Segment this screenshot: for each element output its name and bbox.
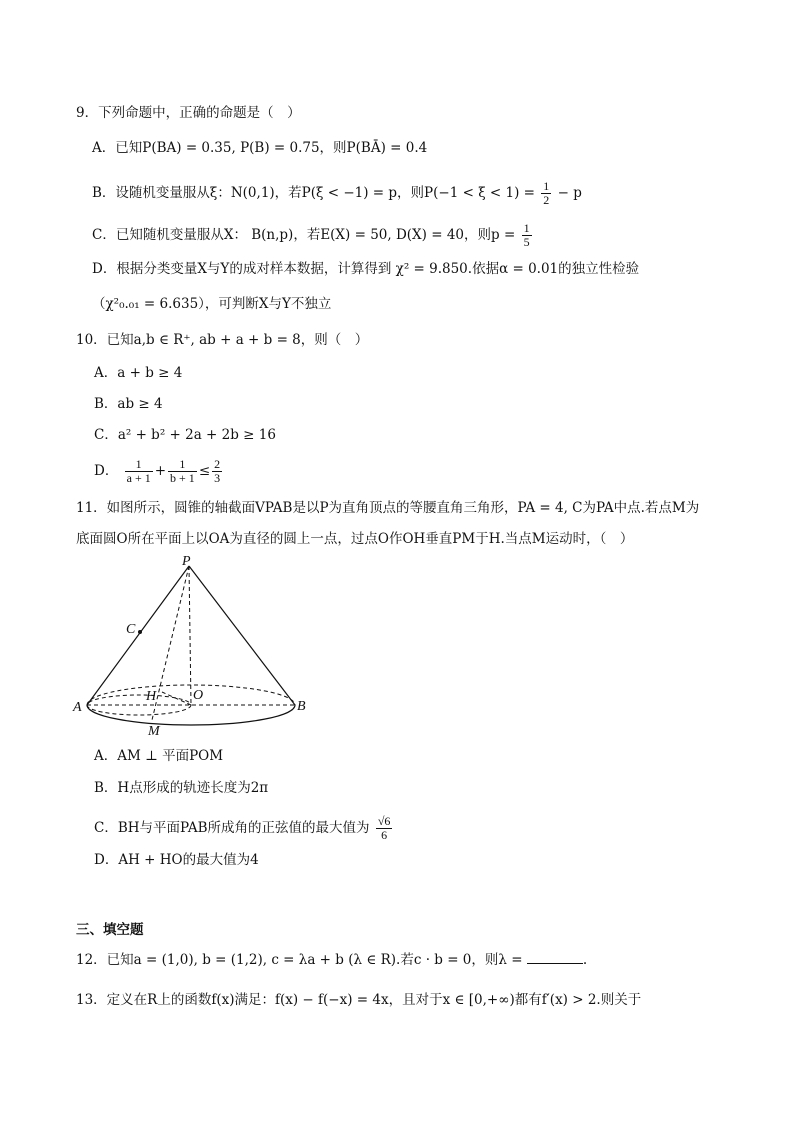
frac-denominator: 6 xyxy=(381,828,388,842)
q12-answer-blank xyxy=(527,951,583,964)
q12-line xyxy=(76,951,587,969)
frac-denominator: 2 xyxy=(543,193,550,207)
q9-option-b-fraction xyxy=(541,180,551,207)
cone-figure xyxy=(68,553,328,738)
q10-option-b: B．ab ≥ 4 xyxy=(94,396,163,412)
q10-option-d-fraction-1 xyxy=(125,458,153,485)
q9-option-c-fraction xyxy=(522,222,532,249)
frac-numerator: 1 xyxy=(523,221,530,235)
q9-option-d-line1: D．根据分类变量X与Y的成对样本数据，计算得到 χ² = 9.850.依据α = 0.01的独立性检验 xyxy=(92,261,640,277)
plus-sign: + xyxy=(154,463,167,479)
q11-option-c-text: C．BH与平面PAB所成角的正弦值的最大值为 xyxy=(94,820,370,836)
label-a: A xyxy=(73,700,82,715)
q10-option-a: A．a + b ≥ 4 xyxy=(94,365,183,381)
q9-option-b xyxy=(92,180,582,207)
q9-option-a: A．已知P(BA) = 0.35, P(B) = 0.75，则P(BĀ) = 0.4 xyxy=(92,140,428,156)
segment-oh xyxy=(162,692,191,705)
q10-option-d-fraction-3 xyxy=(212,458,222,485)
q11-stem-line1: 11．如图所示，圆锥的轴截面VPAB是以P为直角顶点的等腰直角三角形，PA = 4, C为PA中点.若点M为 xyxy=(76,500,700,516)
label-m: M xyxy=(148,724,160,738)
frac-denominator: 5 xyxy=(523,235,530,249)
frac-denominator: 3 xyxy=(214,471,221,485)
q9-option-d-line2: （χ²₀.₀₁ = 6.635），可判断X与Y不独立 xyxy=(92,296,332,312)
frac-numerator: 1 xyxy=(543,179,550,193)
q9-option-c xyxy=(92,222,534,249)
q11-option-c-fraction xyxy=(376,815,393,842)
frac-numerator: 1 xyxy=(125,458,153,472)
q10-stem: 10．已知a,b ∈ R⁺, ab + a + b = 8，则（ ） xyxy=(76,332,369,348)
q10-option-d-fraction-2 xyxy=(168,458,197,485)
q9-option-b-text: B．设随机变量服从ξ：N(0,1)，若P(ξ < −1) = p，则P(−1 < ξ < 1) = xyxy=(92,185,535,201)
q12-text: 12．已知a = (1,0), b = (1,2), c = λa + b (λ ∈ R).若c · b = 0，则λ = xyxy=(76,952,523,968)
q10-option-c: C．a² + b² + 2a + 2b ≥ 16 xyxy=(94,427,276,443)
label-h: H xyxy=(146,689,157,704)
frac-denominator: a + 1 xyxy=(126,471,151,485)
label-p: P xyxy=(182,554,191,569)
edge-pb xyxy=(189,566,295,705)
label-o: O xyxy=(193,688,204,703)
frac-denominator: b + 1 xyxy=(170,471,195,485)
frac-numerator: 1 xyxy=(168,458,197,472)
q9-option-c-text: C．已知随机变量服从X： B(n,p)，若E(X) = 50, D(X) = 40，则p = xyxy=(92,227,516,243)
segment-pm xyxy=(152,566,189,720)
q11-stem-line2: 底面圆O所在平面上以OA为直径的圆上一点，过点O作OH垂直PM于H.当点M运动时，（ ） xyxy=(76,531,634,547)
q10-option-d-label: D． xyxy=(94,463,119,479)
less-equal-sign: ≤ xyxy=(198,463,211,479)
q12-tail: . xyxy=(582,952,588,968)
axis-po xyxy=(189,566,191,705)
label-c: C xyxy=(126,622,136,637)
q11-option-d: D．AH + HO的最大值为4 xyxy=(94,852,259,868)
q9-option-b-tail: − p xyxy=(557,185,582,201)
q9-stem: 9．下列命题中，正确的命题是（ ） xyxy=(76,105,301,121)
q11-option-b: B．H点形成的轨迹长度为2π xyxy=(94,780,269,796)
q11-option-c xyxy=(94,815,394,842)
edge-pa xyxy=(87,566,189,705)
q10-option-d xyxy=(94,458,224,485)
base-ellipse-front xyxy=(87,705,295,725)
label-b: B xyxy=(297,699,306,714)
q13-line: 13．定义在R上的函数f(x)满足：f(x) − f(−x) = 4x，且对于x ∈ [0,+∞)都有f′(x) > 2.则关于 xyxy=(76,992,642,1008)
frac-numerator: √6 xyxy=(377,814,391,828)
section-title: 三、填空题 xyxy=(76,922,144,938)
q11-option-a: A．AM ⊥ 平面POM xyxy=(94,748,224,764)
frac-numerator: 2 xyxy=(214,457,221,471)
point-c-dot xyxy=(138,630,142,634)
